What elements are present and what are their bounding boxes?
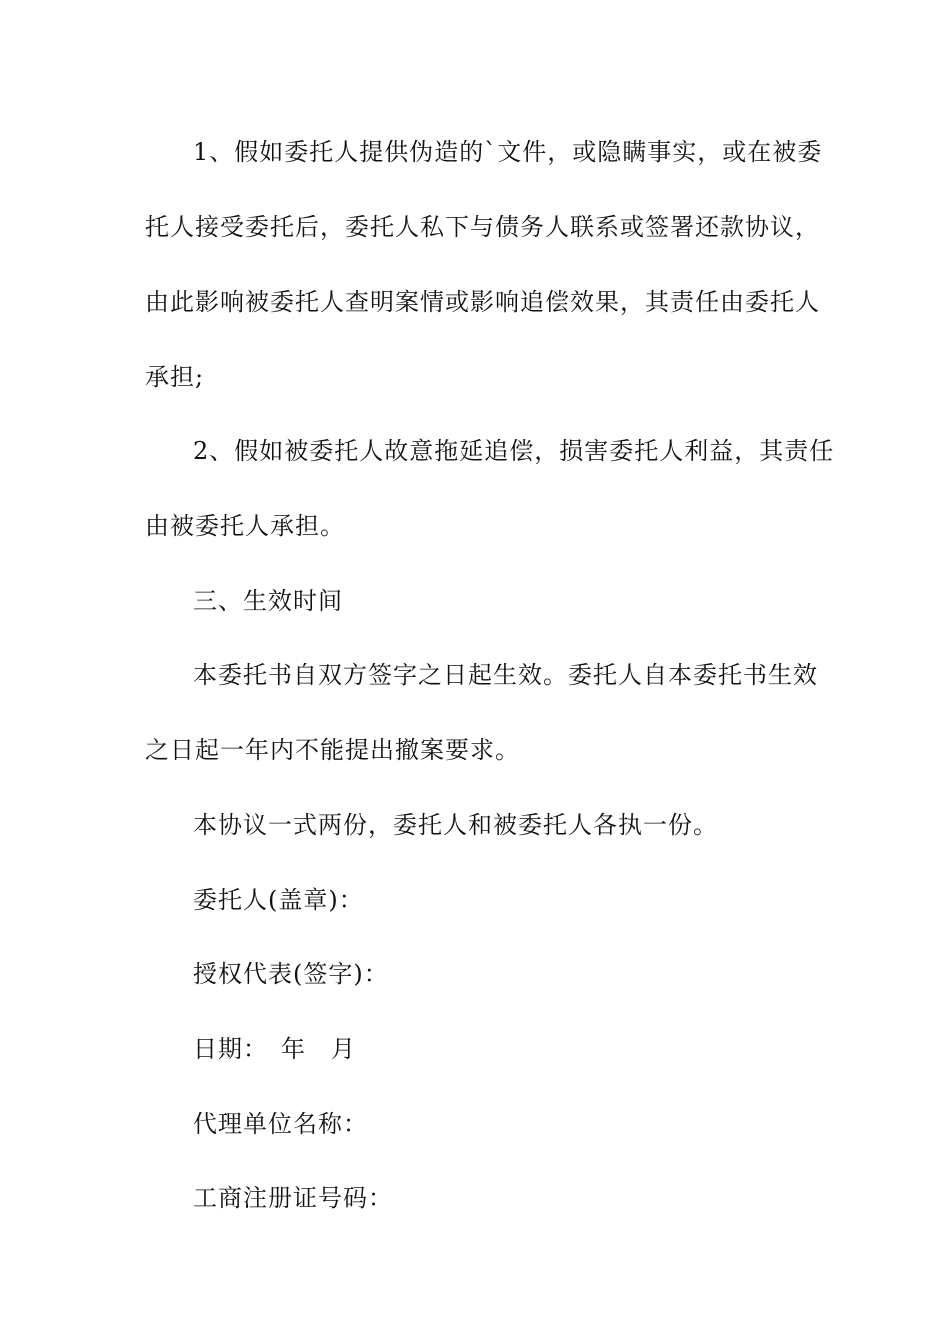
paragraph-line: 1、假如委托人提供伪造的`文件，或隐瞒事实，或在被委 [193,138,823,166]
paragraph-line: 2、假如被委托人故意拖延追偿，损害委托人利益，其责任 [193,437,835,465]
paragraph-line: 托人接受委托后，委托人私下与债务人联系或签署还款协议， [145,213,820,241]
paragraph-line: 承担; [145,363,205,391]
paragraph-line: 之日起一年内不能提出撤案要求。 [145,736,520,764]
signature-field-representative: 授权代表(签字)： [193,960,389,988]
date-field: 日期： 年 月 [193,1035,356,1063]
paragraph-line: 由被委托人承担。 [145,512,345,540]
signature-field-principal: 委托人(盖章)： [193,886,364,914]
registration-number-field: 工商注册证号码： [193,1184,393,1212]
paragraph-line: 本协议一式两份，委托人和被委托人各执一份。 [193,811,718,839]
paragraph-line: 本委托书自双方签字之日起生效。委托人自本委托书生效 [193,661,818,689]
paragraph-line: 由此影响被委托人查明案情或影响追偿效果，其责任由委托人 [145,288,820,316]
agency-name-field: 代理单位名称： [193,1110,368,1138]
section-heading: 三、生效时间 [193,587,343,615]
